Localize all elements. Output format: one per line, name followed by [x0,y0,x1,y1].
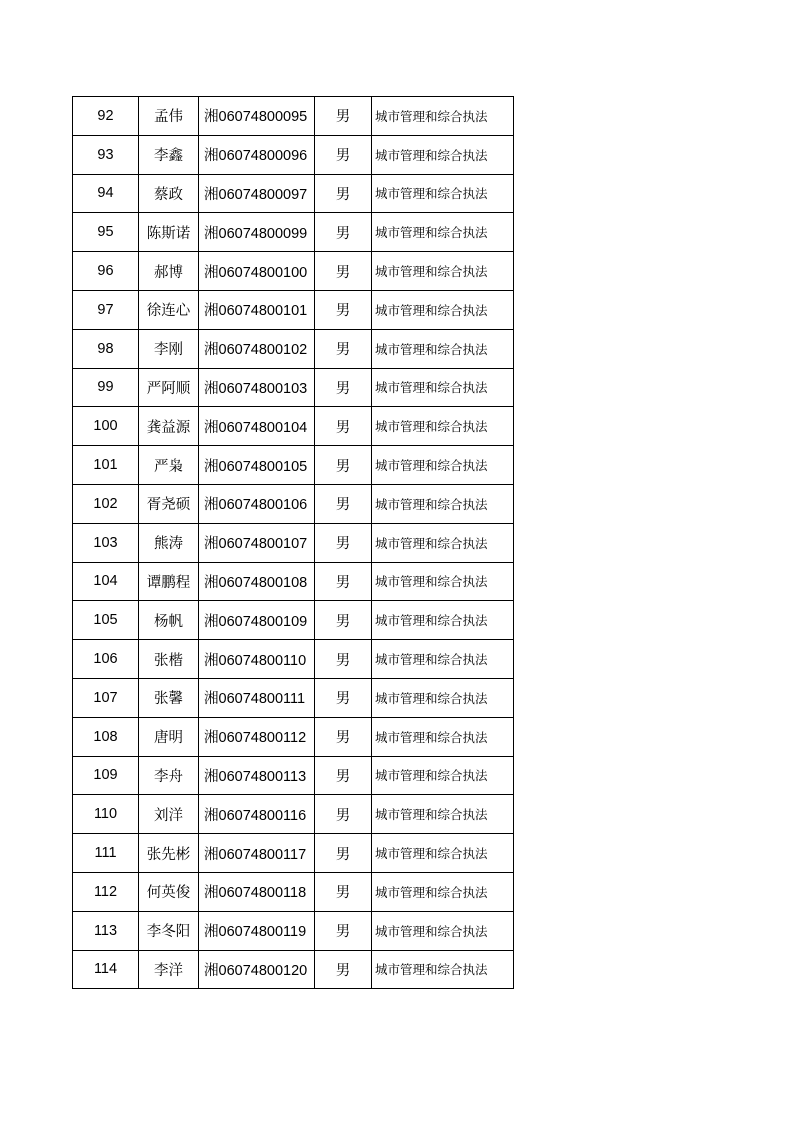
gender-cell: 男 [315,329,372,368]
major-cell: 城市管理和综合执法 [372,601,514,640]
certificate-id-cell: 湘06074800095 [199,97,315,136]
row-number-cell: 101 [73,446,139,485]
major-cell: 城市管理和综合执法 [372,174,514,213]
gender-cell: 男 [315,678,372,717]
name-cell: 徐连心 [139,290,199,329]
row-number-cell: 104 [73,562,139,601]
table-row [73,252,514,291]
roster-table [72,96,514,989]
row-number-cell: 99 [73,368,139,407]
name-cell: 龚益源 [139,407,199,446]
certificate-id-cell: 湘06074800101 [199,290,315,329]
major-cell: 城市管理和综合执法 [372,368,514,407]
certificate-id-cell: 湘06074800102 [199,329,315,368]
table-row [73,678,514,717]
gender-cell: 男 [315,911,372,950]
certificate-id-cell: 湘06074800100 [199,252,315,291]
name-cell: 陈斯诺 [139,213,199,252]
name-cell: 刘洋 [139,795,199,834]
row-number-cell: 93 [73,135,139,174]
row-number-cell: 92 [73,97,139,136]
gender-cell: 男 [315,174,372,213]
name-cell: 蔡政 [139,174,199,213]
major-cell: 城市管理和综合执法 [372,911,514,950]
name-cell: 李舟 [139,756,199,795]
name-cell: 唐明 [139,717,199,756]
gender-cell: 男 [315,97,372,136]
certificate-id-cell: 湘06074800117 [199,834,315,873]
row-number-cell: 95 [73,213,139,252]
table-row [73,795,514,834]
row-number-cell: 94 [73,174,139,213]
major-cell: 城市管理和综合执法 [372,795,514,834]
major-cell: 城市管理和综合执法 [372,523,514,562]
major-cell: 城市管理和综合执法 [372,213,514,252]
table-row [73,407,514,446]
row-number-cell: 97 [73,290,139,329]
certificate-id-cell: 湘06074800106 [199,484,315,523]
row-number-cell: 111 [73,834,139,873]
table-row [73,174,514,213]
name-cell: 李刚 [139,329,199,368]
row-number-cell: 98 [73,329,139,368]
table-row [73,911,514,950]
certificate-id-cell: 湘06074800096 [199,135,315,174]
gender-cell: 男 [315,640,372,679]
gender-cell: 男 [315,756,372,795]
gender-cell: 男 [315,407,372,446]
certificate-id-cell: 湘06074800113 [199,756,315,795]
name-cell: 胥尧硕 [139,484,199,523]
major-cell: 城市管理和综合执法 [372,950,514,989]
name-cell: 严阿顺 [139,368,199,407]
row-number-cell: 109 [73,756,139,795]
certificate-id-cell: 湘06074800111 [199,678,315,717]
name-cell: 孟伟 [139,97,199,136]
row-number-cell: 110 [73,795,139,834]
row-number-cell: 102 [73,484,139,523]
table-row [73,135,514,174]
row-number-cell: 106 [73,640,139,679]
major-cell: 城市管理和综合执法 [372,252,514,291]
row-number-cell: 96 [73,252,139,291]
table-row [73,834,514,873]
gender-cell: 男 [315,717,372,756]
table-row [73,601,514,640]
row-number-cell: 108 [73,717,139,756]
certificate-id-cell: 湘06074800108 [199,562,315,601]
table-row [73,872,514,911]
table-row [73,717,514,756]
name-cell: 张馨 [139,678,199,717]
certificate-id-cell: 湘06074800120 [199,950,315,989]
table-row [73,640,514,679]
gender-cell: 男 [315,872,372,911]
certificate-id-cell: 湘06074800103 [199,368,315,407]
row-number-cell: 112 [73,872,139,911]
certificate-id-cell: 湘06074800107 [199,523,315,562]
gender-cell: 男 [315,368,372,407]
table-row [73,523,514,562]
name-cell: 郝博 [139,252,199,291]
gender-cell: 男 [315,213,372,252]
certificate-id-cell: 湘06074800105 [199,446,315,485]
certificate-id-cell: 湘06074800118 [199,872,315,911]
major-cell: 城市管理和综合执法 [372,407,514,446]
table-row [73,562,514,601]
table-row [73,446,514,485]
gender-cell: 男 [315,950,372,989]
table-row [73,290,514,329]
certificate-id-cell: 湘06074800119 [199,911,315,950]
major-cell: 城市管理和综合执法 [372,290,514,329]
gender-cell: 男 [315,446,372,485]
major-cell: 城市管理和综合执法 [372,678,514,717]
table-row [73,213,514,252]
name-cell: 李冬阳 [139,911,199,950]
major-cell: 城市管理和综合执法 [372,756,514,795]
certificate-id-cell: 湘06074800104 [199,407,315,446]
certificate-id-cell: 湘06074800112 [199,717,315,756]
name-cell: 李洋 [139,950,199,989]
major-cell: 城市管理和综合执法 [372,329,514,368]
name-cell: 杨帆 [139,601,199,640]
gender-cell: 男 [315,795,372,834]
gender-cell: 男 [315,135,372,174]
roster-table-body [73,97,514,989]
major-cell: 城市管理和综合执法 [372,717,514,756]
table-row [73,329,514,368]
certificate-id-cell: 湘06074800110 [199,640,315,679]
table-row [73,950,514,989]
certificate-id-cell: 湘06074800099 [199,213,315,252]
name-cell: 张先彬 [139,834,199,873]
major-cell: 城市管理和综合执法 [372,640,514,679]
gender-cell: 男 [315,484,372,523]
row-number-cell: 100 [73,407,139,446]
table-row [73,756,514,795]
name-cell: 严枭 [139,446,199,485]
certificate-id-cell: 湘06074800109 [199,601,315,640]
gender-cell: 男 [315,290,372,329]
major-cell: 城市管理和综合执法 [372,562,514,601]
gender-cell: 男 [315,601,372,640]
gender-cell: 男 [315,834,372,873]
name-cell: 熊涛 [139,523,199,562]
row-number-cell: 105 [73,601,139,640]
table-row [73,97,514,136]
row-number-cell: 114 [73,950,139,989]
gender-cell: 男 [315,562,372,601]
table-row [73,368,514,407]
certificate-id-cell: 湘06074800097 [199,174,315,213]
name-cell: 谭鹏程 [139,562,199,601]
gender-cell: 男 [315,523,372,562]
major-cell: 城市管理和综合执法 [372,97,514,136]
row-number-cell: 103 [73,523,139,562]
major-cell: 城市管理和综合执法 [372,872,514,911]
major-cell: 城市管理和综合执法 [372,446,514,485]
major-cell: 城市管理和综合执法 [372,135,514,174]
gender-cell: 男 [315,252,372,291]
table-row [73,484,514,523]
certificate-id-cell: 湘06074800116 [199,795,315,834]
major-cell: 城市管理和综合执法 [372,484,514,523]
row-number-cell: 113 [73,911,139,950]
major-cell: 城市管理和综合执法 [372,834,514,873]
name-cell: 张楷 [139,640,199,679]
name-cell: 何英俊 [139,872,199,911]
row-number-cell: 107 [73,678,139,717]
name-cell: 李鑫 [139,135,199,174]
